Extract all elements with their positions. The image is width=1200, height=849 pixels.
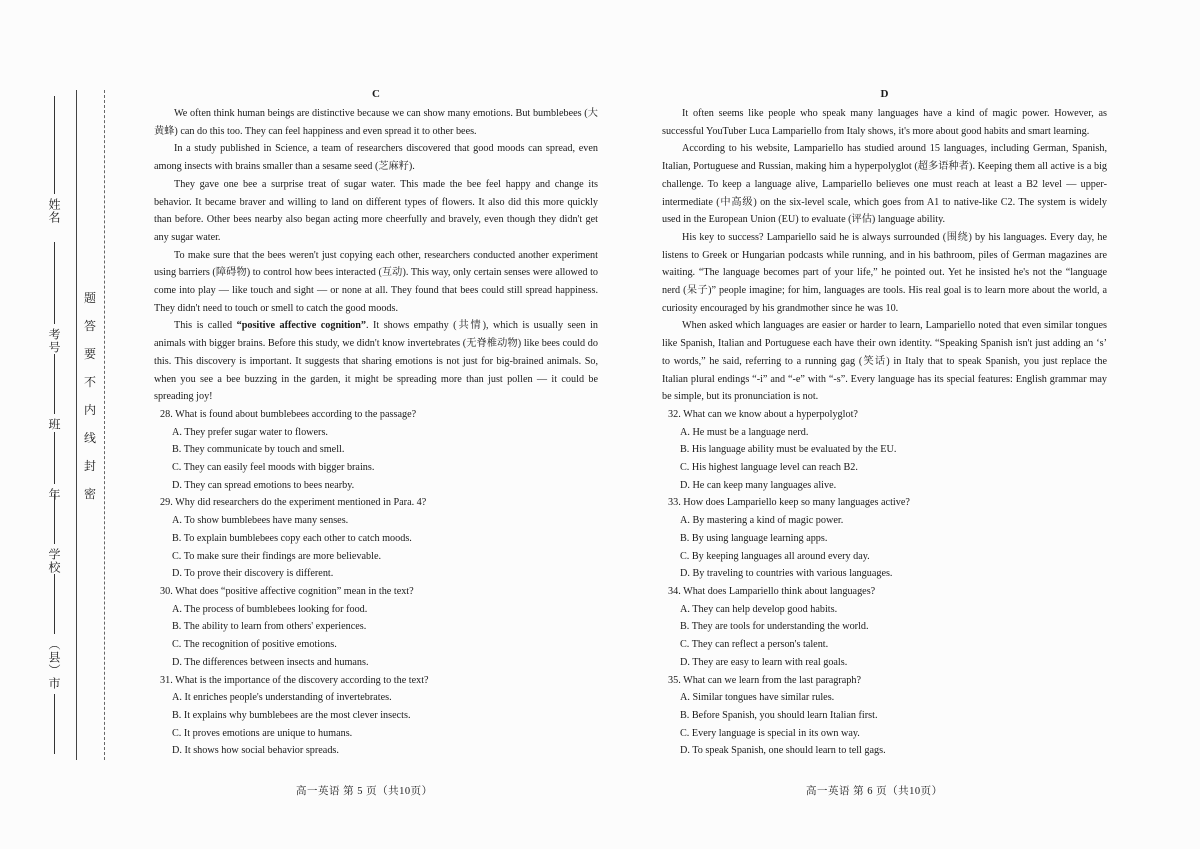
answer-option[interactable]: C. They can reflect a person's talent. xyxy=(680,639,829,651)
city-field[interactable] xyxy=(48,570,60,758)
answer-option[interactable]: C. It proves emotions are unique to humans. xyxy=(172,727,353,739)
section-c xyxy=(154,86,598,760)
answer-option[interactable]: A. He must be a language nerd. xyxy=(680,426,809,438)
passage-c-paragraph: They gave one bee a surprise treat of sugar water. This made the bee feel happy and change its behavior. It became braver and willing to land on different types of flowers. It also did this more quickly than before. Other bees nearby also began acting more cheerfully and bravely, even though they didn't get any sugar water. xyxy=(154,178,598,243)
answer-option[interactable]: B. They communicate by touch and smell. xyxy=(172,444,345,456)
question-stem: 31. What is the importance of the discovery according to the text? xyxy=(160,674,429,686)
key-term: “positive affective cognition” xyxy=(236,320,367,332)
answer-option[interactable]: C. By keeping languages all around every day. xyxy=(680,550,870,562)
answer-option[interactable]: B. They are tools for understanding the world. xyxy=(680,621,869,633)
name-field[interactable] xyxy=(48,92,60,224)
answer-option[interactable]: D. By traveling to countries with various languages. xyxy=(680,568,893,580)
question-30 xyxy=(154,583,598,672)
answer-option[interactable]: C. To make sure their findings are more believable. xyxy=(172,550,382,562)
city-label: （县）市 xyxy=(47,638,61,690)
answer-option[interactable]: C. Every language is special in its own way. xyxy=(680,727,860,739)
answer-option[interactable]: A. Similar tongues have similar rules. xyxy=(680,692,835,704)
question-stem: 33. How does Lampariello keep so many languages active? xyxy=(668,497,910,509)
seal-line-notice: 题 答 要 不 内 线 封 密 xyxy=(84,291,97,501)
page-footer-5: 高一英语 第 5 页（共10页） xyxy=(296,786,433,797)
margin-rule-left xyxy=(76,90,77,760)
answer-option[interactable]: B. His language ability must be evaluated by the EU. xyxy=(680,444,897,456)
question-stem: 29. Why did researchers do the experiment mentioned in Para. 4? xyxy=(160,497,427,509)
answer-option[interactable]: D. They can spread emotions to bees nearby. xyxy=(172,479,355,491)
answer-option[interactable]: A. By mastering a kind of magic power. xyxy=(680,515,844,527)
grade-label: 年 xyxy=(47,488,61,501)
answer-option[interactable]: D. The differences between insects and humans. xyxy=(172,656,369,668)
answer-option[interactable]: C. The recognition of positive emotions. xyxy=(172,639,337,651)
answer-option[interactable]: D. To prove their discovery is different. xyxy=(172,568,334,580)
question-31 xyxy=(154,672,598,761)
section-d xyxy=(662,86,1107,760)
section-c-title: C xyxy=(372,88,380,100)
class-label: 班 xyxy=(47,418,61,431)
passage-c-paragraph: This is called “positive affective cognition”. It shows empathy (共情), which is usually seen in animals with bigger brains. Before this study, we didn't know invertebrates (无脊椎动物) like bees could do this. This discovery is important. It suggests that sharing emotions is not just for big-brained animals. So, when you see a bee buzzing in the garden, it might be spreading more than just pollen — it could be spreading joy! xyxy=(154,320,598,403)
passage-d-paragraph: His key to success? Lampariello said he is always surrounded (围绕) by his languages. Every day, he listens to Greek or Hungarian podcasts while running, and in his bathroom, piles of German magazines are waiting. “The language becomes part of your life,” he pointed out. Yet he insisted he's not the “language nerd (呆子)” people imagine; for him, languages are tools. His real goal is to learn more about the world, a curiosity encouraged by his grandmother since he was 10. xyxy=(662,231,1107,314)
answer-option[interactable]: A. The process of bumblebees looking for food. xyxy=(172,603,368,615)
answer-option[interactable]: C. They can easily feel moods with bigger brains. xyxy=(172,462,375,474)
question-stem: 28. What is found about bumblebees according to the passage? xyxy=(160,408,417,420)
margin-rule-right xyxy=(104,90,105,760)
answer-option[interactable]: A. It enriches people's understanding of invertebrates. xyxy=(172,692,392,704)
question-28 xyxy=(154,406,598,495)
class-field[interactable] xyxy=(48,350,60,431)
answer-option[interactable]: A. To show bumblebees have many senses. xyxy=(172,515,349,527)
answer-option[interactable]: A. They prefer sugar water to flowers. xyxy=(172,426,328,438)
question-32 xyxy=(662,406,1107,495)
question-34 xyxy=(662,583,1107,672)
answer-option[interactable]: B. To explain bumblebees copy each other to catch moods. xyxy=(172,532,412,544)
answer-option[interactable]: C. His highest language level can reach B2. xyxy=(680,462,858,474)
passage-c-paragraph: In a study published in Science, a team of researchers discovered that good moods can spread, even among insects with brains smaller than a sesame seed (芝麻籽). xyxy=(154,143,598,173)
page-footer-6: 高一英语 第 6 页（共10页） xyxy=(806,786,943,797)
answer-option[interactable]: B. Before Spanish, you should learn Italian first. xyxy=(680,709,878,721)
question-29 xyxy=(154,494,598,583)
passage-c-paragraph: We often think human beings are distinctive because we can show many emotions. But bumblebees (大黄蜂) can do this too. They can feel happiness and even spread it to other bees. xyxy=(154,108,598,137)
passage-d-paragraph: According to his website, Lampariello has studied around 15 languages, including German, Spanish, Italian, Portuguese and Russian, making him a hyperpolyglot (超多语种者). Keeping them all active is a big challenge. To keep a language alive, Lampariello believes one must reach at least a B2 level — upper-intermediate (中高级) on the six-level scale, which goes from A1 to native-like C2. The system is widely used in the European Union (EU) to evaluate (评估) language ability. xyxy=(662,143,1107,226)
question-35 xyxy=(662,672,1107,761)
section-d-title: D xyxy=(880,88,889,100)
question-stem: 32. What can we know about a hyperpolyglot? xyxy=(668,408,858,420)
binding-margin xyxy=(0,0,128,849)
passage-d-paragraph: When asked which languages are easier or harder to learn, Lampariello noted that even similar tongues like Spanish, Italian and Portuguese each have their own identity. “Speaking Spanish isn't just adding an ‘s’ to words,” he said, referring to a running gag (笑话) in Italy that to speak Spanish, you just replace the Italian plural endings “-i” and “-e” with “-s”. Every language has its special features: English grammar may be simple, but its pronunciation is not. xyxy=(662,320,1107,403)
passage-d-paragraph: It often seems like people who speak many languages have a kind of magic power. However, as successful YouTuber Luca Lampariello from Italy shows, it's more about good habits and smart learning. xyxy=(662,108,1107,137)
answer-option[interactable]: D. To speak Spanish, one should learn to tell gags. xyxy=(680,745,886,757)
answer-option[interactable]: B. By using language learning apps. xyxy=(680,532,828,544)
exam-number-label: 考号 xyxy=(47,328,61,354)
answer-option[interactable]: D. They are easy to learn with real goals. xyxy=(680,656,848,668)
school-label: 学校 xyxy=(47,548,61,574)
question-stem: 34. What does Lampariello think about languages? xyxy=(668,585,876,597)
answer-option[interactable]: D. He can keep many languages alive. xyxy=(680,479,837,491)
school-field[interactable] xyxy=(48,490,60,574)
answer-option[interactable]: A. They can help develop good habits. xyxy=(680,603,838,615)
answer-option[interactable]: B. It explains why bumblebees are the most clever insects. xyxy=(172,709,411,721)
exam-number-field[interactable] xyxy=(48,238,60,354)
question-stem: 35. What can we learn from the last paragraph? xyxy=(668,674,862,686)
question-stem: 30. What does “positive affective cognition” mean in the text? xyxy=(160,585,414,597)
name-label: 姓名 xyxy=(47,198,61,224)
passage-c-paragraph: To make sure that the bees weren't just copying each other, researchers conducted another experiment using barriers (障碍物) to control how bees interacted (互动). This way, only certain senses were allowed to come into play — like touch and sight — or none at all. They found that bees could still spread happiness. They didn't need to touch or smell to catch the good moods. xyxy=(154,249,598,314)
question-33 xyxy=(662,494,1107,583)
answer-option[interactable]: B. The ability to learn from others' experiences. xyxy=(172,621,367,633)
answer-option[interactable]: D. It shows how social behavior spreads. xyxy=(172,745,339,757)
